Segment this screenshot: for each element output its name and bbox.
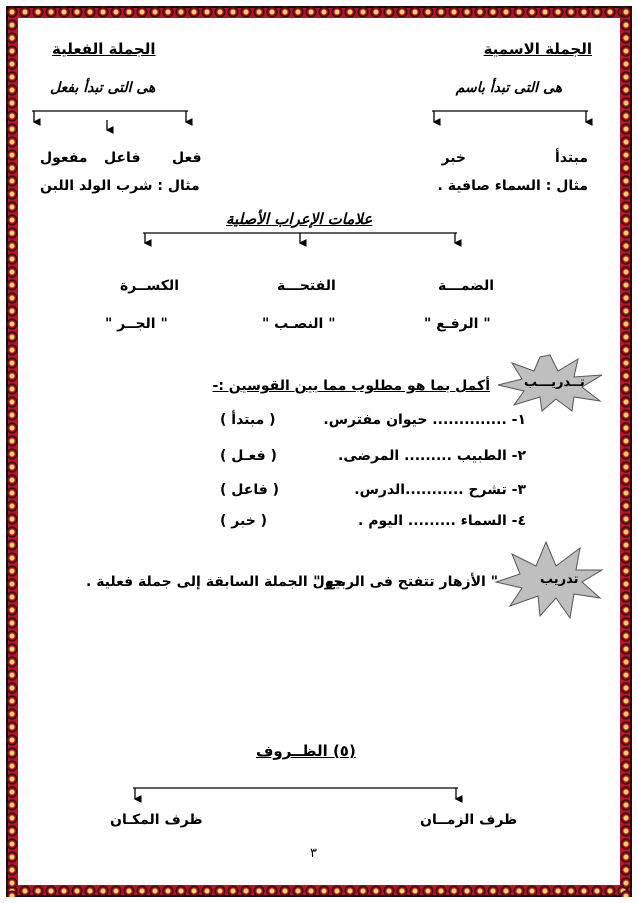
sign-damma: الضمـــة [438, 278, 495, 294]
case-nasb: " النصـب " [262, 316, 336, 332]
verbal-sentence-definition: هى التى تبدأ بفعل [50, 80, 156, 96]
exercise1-hint-1: ( مبتدأ ) [220, 412, 276, 428]
adverbs-title: (٥) الظــروف [256, 742, 356, 760]
exercise1-hint-4: ( خبر ) [220, 513, 268, 529]
inflection-signs-title: علامات الإعراب الأصلية [226, 210, 373, 228]
case-jarr: " الجــر " [105, 316, 168, 332]
verbal-sentence-title: الجملة الفعلية [52, 40, 156, 58]
exercise1-badge-label: تــدريـــب [524, 375, 585, 390]
verbal-example: مثال : شرب الولد اللبن [40, 178, 200, 194]
exercise1-item-3: ٣- تشرح ...........الدرس. [354, 482, 526, 498]
sign-fatha: الفتحـــة [277, 278, 336, 294]
nominal-sentence-definition: هى التى تبدأ باسم [455, 80, 562, 96]
nominal-part-khabar: خبر [441, 150, 466, 166]
exercise1-item-4: ٤- السماء ......... اليوم . [358, 513, 526, 529]
nominal-part-mubtada: مبتدأ [555, 150, 588, 166]
exercise1-hint-2: ( فعـل ) [220, 448, 277, 464]
exercise1-hint-3: ( فاعل ) [220, 482, 280, 498]
exercise1-item-1: ١- .............. حيوان مفترس. [323, 412, 526, 428]
exercise1-badge [494, 353, 606, 413]
nominal-sentence-title: الجملة الاسمية [483, 40, 592, 58]
sign-kasra: الكســرة [120, 278, 179, 294]
exercise2-quote: " الأزهار تتفتح فى الربيع " [313, 574, 498, 590]
nominal-example: مثال : السماء صافية . [437, 178, 588, 194]
verbal-part-faail: فاعل [104, 150, 141, 166]
adverb-time: ظرف الزمــان [420, 812, 518, 828]
verbal-part-fiil: فعل [172, 150, 202, 166]
adverb-place: ظرف المكـان [110, 812, 203, 828]
exercise1-item-2: ٢- الطبيب ......... المرضى. [338, 448, 526, 464]
case-raf: " الرفـع " [424, 316, 491, 332]
page-number: ٣ [310, 846, 317, 861]
exercise2-instruction: حول الجملة السابقة إلى جملة فعلية . [86, 574, 344, 590]
verbal-part-mafool: مفعول [40, 150, 88, 166]
exercise1-instruction: أكمل بما هو مطلوب مما بين القوسين :- [212, 378, 490, 394]
exercise2-badge-label: تدريب [540, 572, 579, 587]
exercise2-badge [494, 540, 606, 620]
